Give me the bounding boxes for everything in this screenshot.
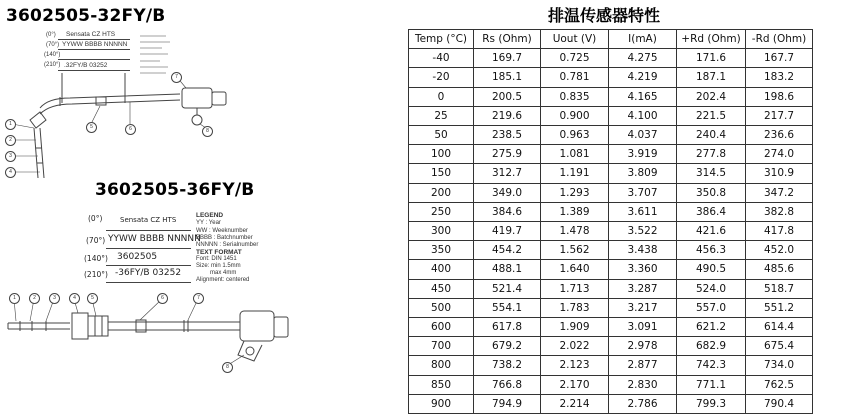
marking-line: YYWW BBBB NNNNN	[108, 234, 201, 244]
table-cell: 456.3	[677, 241, 746, 260]
table-row	[409, 298, 813, 317]
table-cell: 0.963	[541, 126, 609, 145]
table-cell: 799.3	[677, 394, 746, 413]
table-cell: 274.0	[746, 145, 813, 164]
table-cell: 738.2	[474, 356, 541, 375]
marking-line: YYWW BBBB NNNNN	[62, 41, 128, 48]
table-cell: 198.6	[746, 87, 813, 106]
table-row	[409, 87, 813, 106]
marking-line: .32FY/B 03252	[64, 62, 108, 69]
table-cell: 382.8	[746, 202, 813, 221]
table-cell: 454.2	[474, 241, 541, 260]
table-cell: 150	[409, 164, 474, 183]
table-cell: -40	[409, 49, 474, 68]
table-cell: 554.1	[474, 298, 541, 317]
table-cell: 614.4	[746, 318, 813, 337]
table-cell: 3.919	[609, 145, 677, 164]
table-row	[409, 375, 813, 394]
header-uout: Uout (V)	[541, 30, 609, 49]
table-cell: 167.7	[746, 49, 813, 68]
table-cell: 1.478	[541, 222, 609, 241]
table-cell: 766.8	[474, 375, 541, 394]
table-cell: 236.6	[746, 126, 813, 145]
table-cell: 187.1	[677, 68, 746, 87]
table-cell: 3.217	[609, 298, 677, 317]
text-format-line: Alignment: centered	[196, 277, 250, 283]
table-cell: 4.275	[609, 49, 677, 68]
table-cell: 1.909	[541, 318, 609, 337]
table-cell: 3.611	[609, 202, 677, 221]
sensor-drawing-bottom	[0, 285, 300, 385]
table-row	[409, 260, 813, 279]
table-cell: 521.4	[474, 279, 541, 298]
text-format-line: Font: DIN 1451	[196, 256, 237, 262]
angle-label: (210°)	[44, 62, 61, 68]
table-cell: 1.081	[541, 145, 609, 164]
sensor-drawing-top	[0, 28, 240, 188]
table-cell: 2.877	[609, 356, 677, 375]
marking-line: 3602505	[117, 252, 158, 262]
marking-line: Sensata CZ HTS	[120, 216, 177, 224]
table-cell: 4.100	[609, 106, 677, 125]
callout-number: 5	[87, 293, 98, 304]
table-cell: 2.170	[541, 375, 609, 394]
angle-label: (0°)	[46, 32, 56, 38]
table-cell: 2.214	[541, 394, 609, 413]
table-cell: 0.781	[541, 68, 609, 87]
table-cell: 100	[409, 145, 474, 164]
callout-number: 5	[86, 122, 97, 133]
table-cell: 314.5	[677, 164, 746, 183]
table-row	[409, 202, 813, 221]
table-cell: 675.4	[746, 337, 813, 356]
table-cell: 4.165	[609, 87, 677, 106]
table-cell: 900	[409, 394, 474, 413]
angle-label: (140°)	[44, 52, 61, 58]
table-cell: 200.5	[474, 87, 541, 106]
table-cell: 1.191	[541, 164, 609, 183]
table-cell: 3.360	[609, 260, 677, 279]
legend-title: LEGEND	[196, 212, 224, 219]
table-cell: 169.7	[474, 49, 541, 68]
table-cell: 2.830	[609, 375, 677, 394]
table-cell: 4.219	[609, 68, 677, 87]
table-cell: 551.2	[746, 298, 813, 317]
header-current: I(mA)	[609, 30, 677, 49]
callout-number: 1	[5, 119, 16, 130]
table-cell: 3.707	[609, 183, 677, 202]
table-cell: 617.8	[474, 318, 541, 337]
callout-number: 2	[5, 135, 16, 146]
table-cell: 734.0	[746, 356, 813, 375]
table-cell: 221.5	[677, 106, 746, 125]
table-cell: 850	[409, 375, 474, 394]
table-cell: 1.293	[541, 183, 609, 202]
table-cell: 417.8	[746, 222, 813, 241]
callout-number: 8	[202, 126, 213, 137]
table-row	[409, 49, 813, 68]
table-cell: 350.8	[677, 183, 746, 202]
callout-number: 6	[125, 124, 136, 135]
table-cell: 3.438	[609, 241, 677, 260]
legend-line: YY : Year	[196, 220, 221, 226]
table-cell: 1.562	[541, 241, 609, 260]
header-plus-rd: +Rd (Ohm)	[677, 30, 746, 49]
table-cell: 3.809	[609, 164, 677, 183]
table-row	[409, 106, 813, 125]
table-cell: 3.091	[609, 318, 677, 337]
sensor-characteristics-table	[408, 29, 813, 414]
angle-label: (0°)	[88, 214, 103, 223]
table-cell: 450	[409, 279, 474, 298]
table-row	[409, 164, 813, 183]
table-cell: 700	[409, 337, 474, 356]
table-cell: 679.2	[474, 337, 541, 356]
table-cell: -20	[409, 68, 474, 87]
callout-number: 1	[9, 293, 20, 304]
table-cell: 0	[409, 87, 474, 106]
table-row	[409, 183, 813, 202]
table-cell: 217.7	[746, 106, 813, 125]
marking-line: -36FY/B 03252	[115, 268, 182, 278]
text-format-title: TEXT FORMAT	[196, 249, 242, 256]
table-header-row	[409, 30, 813, 49]
angle-label: (140°)	[84, 254, 108, 263]
table-cell: 794.9	[474, 394, 541, 413]
part-number-title-top: 3602505-32FY/B	[6, 6, 166, 26]
table-cell: 0.835	[541, 87, 609, 106]
table-cell: 524.0	[677, 279, 746, 298]
angle-label: (210°)	[84, 270, 108, 279]
table-cell: 485.6	[746, 260, 813, 279]
table-cell: 1.640	[541, 260, 609, 279]
text-format-line: Size: min 1.5mm	[196, 263, 241, 269]
table-cell: 1.389	[541, 202, 609, 221]
table-cell: 400	[409, 260, 474, 279]
header-rs: Rs (Ohm)	[474, 30, 541, 49]
callout-number: 7	[193, 293, 204, 304]
table-cell: 185.1	[474, 68, 541, 87]
table-cell: 682.9	[677, 337, 746, 356]
angle-label: (70°)	[46, 42, 60, 48]
table-cell: 421.6	[677, 222, 746, 241]
table-cell: 350	[409, 241, 474, 260]
legend-line: BBBB : Batchnumber	[196, 235, 253, 241]
table-cell: 621.2	[677, 318, 746, 337]
table-cell: 25	[409, 106, 474, 125]
legend-line: NNNNN : Serialnumber	[196, 242, 259, 248]
table-row	[409, 356, 813, 375]
callout-number: 4	[69, 293, 80, 304]
table-cell: 4.037	[609, 126, 677, 145]
header-minus-rd: -Rd (Ohm)	[746, 30, 813, 49]
table-row	[409, 318, 813, 337]
callout-number: 6	[157, 293, 168, 304]
callout-number: 7	[171, 72, 182, 83]
table-row	[409, 145, 813, 164]
table-cell: 300	[409, 222, 474, 241]
table-row	[409, 279, 813, 298]
callout-number: 4	[5, 167, 16, 178]
table-cell: 2.978	[609, 337, 677, 356]
table-cell: 762.5	[746, 375, 813, 394]
table-cell: 790.4	[746, 394, 813, 413]
angle-label: (70°)	[86, 236, 106, 245]
table-cell: 742.3	[677, 356, 746, 375]
table-cell: 3.287	[609, 279, 677, 298]
table-cell: 386.4	[677, 202, 746, 221]
table-cell: 488.1	[474, 260, 541, 279]
table-cell: 250	[409, 202, 474, 221]
part-number-title-bottom: 3602505-36FY/B	[95, 180, 255, 200]
table-cell: 240.4	[677, 126, 746, 145]
table-cell: 384.6	[474, 202, 541, 221]
table-cell: 50	[409, 126, 474, 145]
table-row	[409, 394, 813, 413]
table-cell: 452.0	[746, 241, 813, 260]
table-cell: 800	[409, 356, 474, 375]
table-cell: 557.0	[677, 298, 746, 317]
table-cell: 310.9	[746, 164, 813, 183]
callout-number: 3	[49, 293, 60, 304]
table-row	[409, 241, 813, 260]
table-cell: 500	[409, 298, 474, 317]
table-row	[409, 126, 813, 145]
table-cell: 238.5	[474, 126, 541, 145]
table-cell: 347.2	[746, 183, 813, 202]
table-cell: 600	[409, 318, 474, 337]
text-format-line: max 4mm	[210, 270, 237, 276]
header-temp: Temp (°C)	[409, 30, 474, 49]
table-cell: 2.022	[541, 337, 609, 356]
table-cell: 771.1	[677, 375, 746, 394]
table-cell: 490.5	[677, 260, 746, 279]
table-cell: 1.783	[541, 298, 609, 317]
table-row	[409, 68, 813, 87]
table-cell: 200	[409, 183, 474, 202]
table-cell: 0.900	[541, 106, 609, 125]
table-cell: 312.7	[474, 164, 541, 183]
marking-line: Sensata CZ HTS	[66, 31, 116, 38]
callout-number: 3	[5, 151, 16, 162]
table-cell: 219.6	[474, 106, 541, 125]
table-cell: 2.123	[541, 356, 609, 375]
table-cell: 419.7	[474, 222, 541, 241]
table-row	[409, 222, 813, 241]
table-row	[409, 337, 813, 356]
table-title: 排温传感器特性	[548, 6, 661, 25]
callout-number: 2	[29, 293, 40, 304]
table-cell: 0.725	[541, 49, 609, 68]
table-cell: 2.786	[609, 394, 677, 413]
table-cell: 275.9	[474, 145, 541, 164]
legend-line: WW : Weeknumber	[196, 228, 248, 234]
callout-number: 8	[222, 362, 233, 373]
table-cell: 349.0	[474, 183, 541, 202]
table-cell: 518.7	[746, 279, 813, 298]
table-cell: 183.2	[746, 68, 813, 87]
table-cell: 202.4	[677, 87, 746, 106]
table-cell: 1.713	[541, 279, 609, 298]
table-cell: 171.6	[677, 49, 746, 68]
table-cell: 3.522	[609, 222, 677, 241]
table-cell: 277.8	[677, 145, 746, 164]
